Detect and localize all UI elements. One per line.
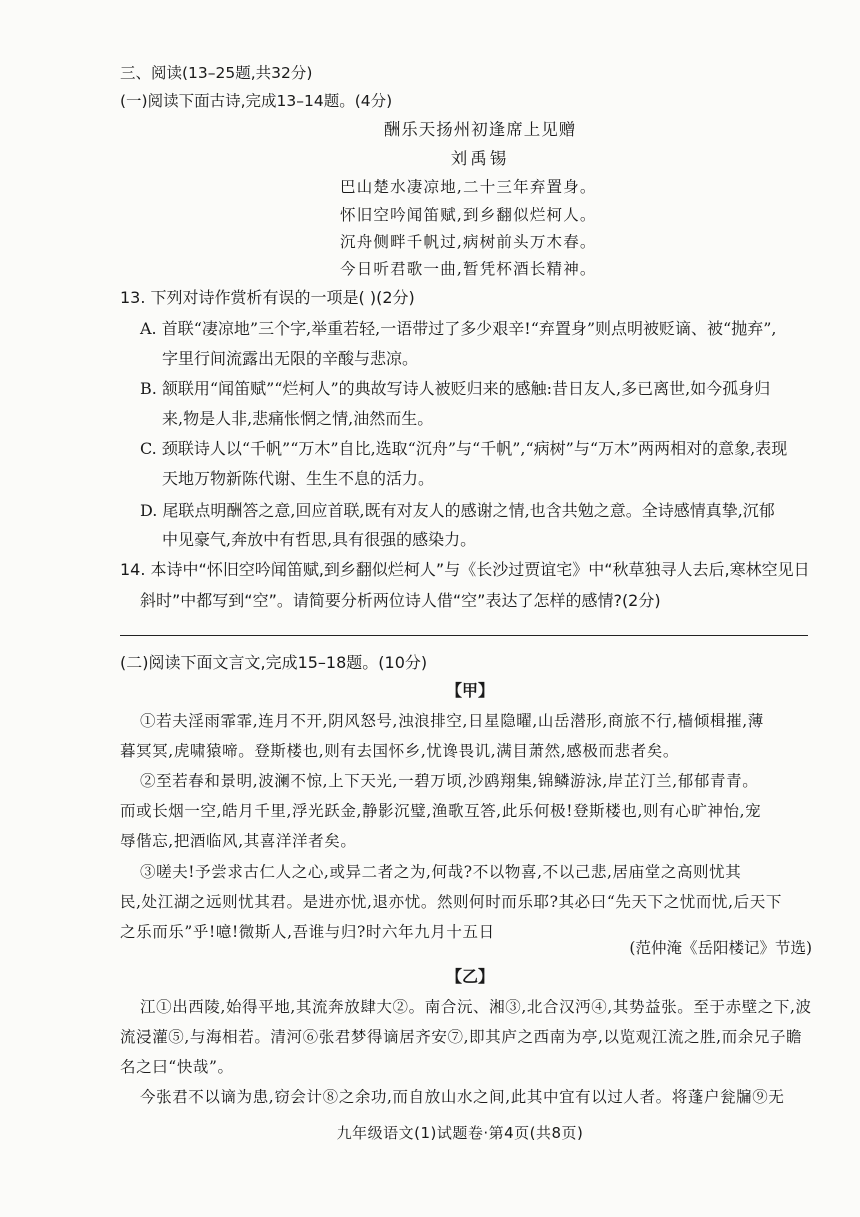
passage-jia-line: ①若夫淫雨霏霏,连月不开,阴风怒号,浊浪排空,日星隐曜,山岳潜形,商旅不行,樯倾楫摧,薄 — [140, 712, 764, 730]
passage-yi-line: 名之曰“快哉”。 — [120, 1058, 234, 1076]
passage-yi-label: 【乙】 — [445, 967, 494, 986]
passage-jia-label: 【甲】 — [445, 681, 494, 700]
part2-instruction: (二)阅读下面文言文,完成15–18题。(10分) — [120, 653, 428, 672]
question-13-option-c-cont: 天地万物新陈代谢、生生不息的活力。 — [162, 469, 435, 488]
passage-jia-line: 暮冥冥,虎啸猿啼。登斯楼也,则有去国怀乡,忧谗畏讥,满目萧然,感极而悲者矣。 — [120, 742, 679, 760]
passage-jia-line: ②至若春和景明,波澜不惊,上下天光,一碧万顷,沙鸥翔集,锦鳞游泳,岸芷汀兰,郁郁青青。 — [140, 772, 759, 790]
question-13-stem: 13. 下列对诗作赏析有误的一项是( )(2分) — [120, 288, 415, 307]
passage-jia-line: 辱偕忘,把酒临风,其喜洋洋者矣。 — [120, 832, 357, 850]
page-footer: 九年级语文(1)试题卷·第4页(共8页) — [336, 1124, 584, 1142]
question-13-option-a-cont: 字里行间流露出无限的辛酸与悲凉。 — [162, 349, 419, 368]
poem-line: 沉舟侧畔千帆过,病树前头万木春。 — [340, 233, 597, 251]
question-14-line: 14. 本诗中“怀旧空吟闻笛赋,到乡翻似烂柯人”与《长沙过贾谊宅》中“秋草独寻人去后,寒林空见日 — [120, 560, 810, 579]
question-13-option-b-cont: 来,物是人非,悲痛怅惘之情,油然而生。 — [162, 409, 434, 428]
poem-line: 今日听君歌一曲,暂凭杯酒长精神。 — [340, 260, 597, 278]
poem-line: 怀旧空吟闻笛赋,到乡翻似烂柯人。 — [340, 206, 597, 224]
question-14-line: 斜时”中都写到“空”。请简要分析两位诗人借“空”表达了怎样的感情?(2分) — [140, 591, 661, 610]
passage-yi-line: 今张君不以谪为患,窃会计⑧之余功,而自放山水之间,此其中宜有以过人者。将蓬户瓮牖⑨无 — [140, 1088, 785, 1106]
question-13-option-b: B. 颔联用“闻笛赋”“烂柯人”的典故写诗人被贬归来的感触:昔日友人,多已离世,如今孤身归 — [140, 379, 771, 398]
passage-jia-source: (范仲淹《岳阳楼记》节选) — [629, 939, 812, 957]
passage-yi-line: 流浸灌⑤,与海相若。清河⑥张君梦得谪居齐安⑦,即其庐之西南为亭,以览观江流之胜,而余兄子瞻 — [120, 1028, 803, 1046]
question-13-option-c: C. 颈联诗人以“千帆”“万木”自比,选取“沉舟”与“千帆”,“病树”与“万木”两两相对的意象,表现 — [140, 439, 788, 458]
part1-instruction: (一)阅读下面古诗,完成13–14题。(4分) — [120, 92, 393, 110]
passage-jia-line: 民,处江湖之远则忧其君。是进亦忧,退亦忧。然则何时而乐耶?其必曰“先天下之忧而忧,后天下 — [120, 893, 782, 911]
passage-jia-line: 之乐而乐”乎!噫!微斯人,吾谁与归?时六年九月十五日 — [120, 923, 495, 941]
poem-title: 酬乐天扬州初逢席上见赠 — [383, 120, 577, 139]
passage-yi-line: 江①出西陵,始得平地,其流奔放肆大②。南合沅、湘③,北合汉沔④,其势益张。至于赤壁之下,波 — [140, 998, 812, 1016]
passage-jia-line: ③嗟夫!予尝求古仁人之心,或异二者之为,何哉?不以物喜,不以己悲,居庙堂之高则忧其 — [140, 863, 742, 881]
poem-author: 刘禹锡 — [450, 149, 510, 168]
section-heading: 三、阅读(13–25题,共32分) — [120, 64, 313, 82]
passage-jia-line: 而或长烟一空,皓月千里,浮光跃金,静影沉璧,渔歌互答,此乐何极!登斯楼也,则有心旷神怡,宠 — [120, 802, 762, 820]
question-13-option-a: A. 首联“凄凉地”三个字,举重若轻,一语带过了多少艰辛!“弃置身”则点明被贬谪、被“抛弃”, — [140, 319, 777, 338]
question-13-option-d-cont: 中见豪气,奔放中有哲思,具有很强的感染力。 — [162, 530, 477, 549]
question-13-option-d: D. 尾联点明酬答之意,回应首联,既有对友人的感谢之情,也含共勉之意。全诗感情真挚,沉郁 — [140, 501, 775, 520]
poem-line: 巴山楚水凄凉地,二十三年弃置身。 — [340, 178, 597, 196]
answer-line — [120, 635, 808, 636]
